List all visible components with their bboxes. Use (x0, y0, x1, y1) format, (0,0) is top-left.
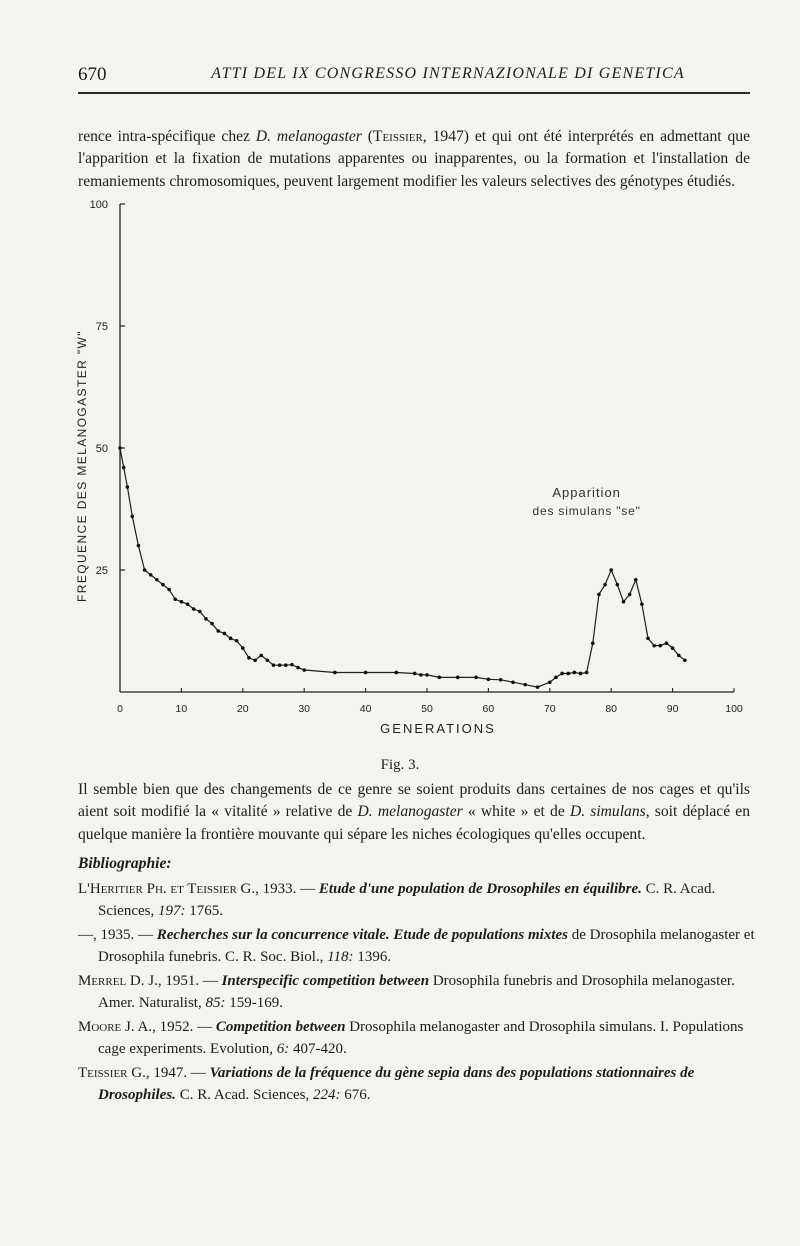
data-point (186, 602, 190, 606)
figure-caption: Fig. 3. (380, 757, 420, 773)
x-tick-label: 80 (605, 703, 618, 715)
data-point (536, 685, 540, 689)
data-point (603, 583, 607, 587)
bibliography-list (78, 879, 758, 1109)
data-point (413, 672, 417, 676)
data-point (210, 622, 214, 626)
y-tick-label: 50 (95, 443, 108, 455)
data-point (640, 602, 644, 606)
data-point (223, 632, 227, 636)
data-point (198, 610, 202, 614)
annotation-line-1: Apparition (552, 484, 621, 500)
series-group (118, 446, 686, 689)
data-point (628, 593, 632, 597)
x-tick-label: 90 (666, 703, 679, 715)
data-point (671, 646, 675, 650)
data-point (364, 671, 368, 675)
data-point (683, 658, 687, 662)
data-point (487, 678, 491, 682)
data-point (259, 654, 263, 658)
data-point (659, 644, 663, 648)
data-point (548, 680, 552, 684)
body-paragraph: Il semble bien que des changements de ce genre se soient produits dans certaines de nos cages et qu'ils aient soit modifié la « vitalité » relative de D. melanogaster « white » et de D. simulans, soit déplacé en quelque manière la frontière mouvante qui sépare les niches écologiques qu'elles occupent. (78, 780, 750, 843)
data-point (419, 673, 423, 677)
data-point (130, 515, 134, 519)
data-point (161, 583, 165, 587)
data-point (560, 672, 564, 676)
data-point (278, 663, 282, 667)
data-point (290, 663, 294, 667)
chart-axes (120, 204, 734, 692)
data-point (229, 637, 233, 641)
data-point (126, 485, 130, 489)
data-point (566, 672, 570, 676)
data-point (204, 617, 208, 621)
bibliography-title: Bibliographie: (78, 855, 172, 872)
data-point (241, 646, 245, 650)
data-point (235, 639, 239, 643)
data-point (523, 683, 527, 687)
data-point (499, 678, 503, 682)
intro-paragraph: rence intra-spécifique chez D. melanogaster (Teissier, 1947) et qui ont été interprétés en admettant que l'apparition et la fixation de mutations apparentes ou inapparentes, ou la formation et l'installation de remaniements chromosomiques, peuvent largement modifier les valeurs selectives des génotypes étudiés. (78, 127, 750, 190)
y-axis-label: FREQUENCE DES MELANOGASTER "W" (75, 330, 89, 602)
data-point (585, 671, 589, 675)
author-name: Teissier (372, 127, 423, 145)
data-point (192, 607, 196, 611)
data-point (554, 676, 558, 680)
data-point (266, 658, 270, 662)
data-point (511, 680, 515, 684)
data-point (149, 573, 153, 577)
running-title: ATTI DEL IX CONGRESSO INTERNAZIONALE DI GENETICA (211, 65, 685, 82)
data-point (296, 666, 300, 670)
x-axis-label: GENERATIONS (380, 721, 496, 736)
data-point (180, 600, 184, 604)
y-tick-label: 100 (89, 199, 108, 211)
x-tick-label: 70 (543, 703, 556, 715)
data-point (253, 658, 257, 662)
page-number: 670 (78, 64, 107, 85)
data-point (437, 676, 441, 680)
data-point (646, 637, 650, 641)
header-rule (78, 92, 750, 94)
page-header (78, 64, 750, 90)
data-point (247, 656, 251, 660)
data-point (333, 671, 337, 675)
bib-entry: —, 1935. — Recherches sur la concurrence vitale. Etude de populations mixtes de Drosophila melanogaster et Drosophila funebris. C. R. Soc. Biol., 118: 1396. (78, 927, 755, 965)
data-point (173, 597, 177, 601)
data-point (665, 641, 669, 645)
x-tick-label: 0 (117, 703, 123, 715)
x-tick-label: 100 (725, 703, 743, 715)
y-tick-label: 75 (95, 321, 108, 333)
data-point (597, 593, 601, 597)
data-point (616, 583, 620, 587)
y-tick-label: 25 (95, 565, 108, 577)
figure-chart (50, 196, 770, 776)
data-point (677, 654, 681, 658)
data-point (118, 446, 122, 450)
x-tick-label: 40 (359, 703, 372, 715)
bib-entry: Merrel D. J., 1951. — Interspecific competition between Drosophila funebris and Drosophila melanogaster. Amer. Naturalist, 85: 159-169. (78, 973, 735, 1011)
data-point (622, 600, 626, 604)
x-tick-label: 30 (298, 703, 311, 715)
data-point (284, 663, 288, 667)
bib-entry: L'Heritier Ph. et Teissier G., 1933. — Etude d'une population de Drosophiles en équilibre. C. R. Acad. Sciences, 197: 1765. (78, 881, 716, 919)
data-point (573, 671, 577, 675)
x-tick-label: 60 (482, 703, 495, 715)
data-point (609, 568, 613, 572)
data-point (302, 668, 306, 672)
data-point (456, 676, 460, 680)
annotation-line-2: des simulans "se" (532, 503, 641, 518)
data-point (122, 466, 126, 470)
x-tick-label: 20 (236, 703, 249, 715)
data-point (167, 588, 171, 592)
x-tick-label: 10 (175, 703, 188, 715)
x-tick-label: 50 (421, 703, 433, 715)
data-point (579, 672, 583, 676)
data-point (272, 663, 276, 667)
data-point (143, 568, 147, 572)
species-name: D. melanogaster (255, 127, 362, 145)
data-point (155, 578, 159, 582)
data-point (425, 673, 429, 677)
bib-entry: Teissier G., 1947. — Variations de la fréquence du gène sepia dans des populations stationnaires de Drosophiles. C. R. Acad. Sciences, 224: 676. (78, 1065, 695, 1103)
data-point (395, 671, 399, 675)
data-point (474, 676, 478, 680)
bib-entry: Moore J. A., 1952. — Competition between Drosophila melanogaster and Drosophila simulans. I. Populations cage experiments. Evolution, 6: 407-420. (78, 1019, 744, 1057)
data-point (137, 544, 141, 548)
data-point (591, 641, 595, 645)
data-point (652, 644, 656, 648)
data-point (216, 629, 220, 633)
data-point (634, 578, 638, 582)
